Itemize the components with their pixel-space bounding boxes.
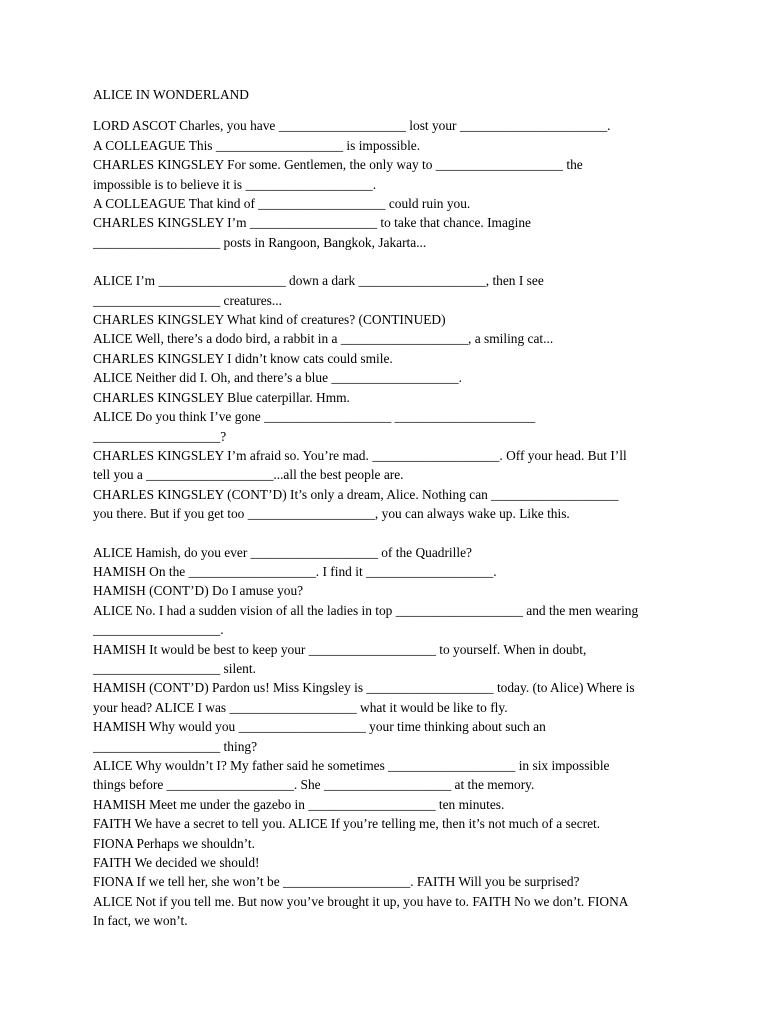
script-line: ___________________. (93, 622, 224, 638)
script-line: ALICE Do you think I’ve gone ___________________ _____________________ (93, 409, 536, 425)
script-line: ___________________ thing? (93, 738, 258, 754)
script-line: In fact, we won’t. (93, 913, 188, 929)
script-line: ALICE No. I had a sudden vision of all the ladies in top ___________________ and the men wearing (93, 602, 639, 618)
script-line: ___________________? (93, 428, 227, 444)
script-line: FIONA Perhaps we shouldn’t. (93, 835, 255, 851)
script-line: HAMISH Why would you ___________________ your time thinking about such an (93, 719, 546, 735)
script-line: CHARLES KINGSLEY I didn’t know cats could smile. (93, 350, 393, 366)
script-line: HAMISH (CONT’D) Do I amuse you? (93, 583, 304, 599)
script-line: HAMISH It would be best to keep your ___________________ to yourself. When in doubt, (93, 641, 587, 657)
paragraph-gap (93, 252, 693, 271)
script-line: ___________________ posts in Rangoon, Bangkok, Jakarta... (93, 234, 427, 250)
script-line: things before ___________________. She ___________________ at the memory. (93, 777, 535, 793)
script-line: CHARLES KINGSLEY For some. Gentlemen, the only way to ___________________ the (93, 157, 583, 173)
script-line: CHARLES KINGSLEY I’m ___________________ to take that chance. Imagine (93, 215, 531, 231)
script-line: ___________________ creatures... (93, 292, 282, 308)
script-lines (93, 116, 693, 930)
script-line: impossible is to believe it is ___________________. (93, 176, 377, 192)
script-line: ALICE I’m ___________________ down a dark ___________________, then I see (93, 273, 544, 289)
paragraph-gap (93, 524, 693, 543)
script-line: CHARLES KINGSLEY (CONT’D) It’s only a dream, Alice. Nothing can ___________________ (93, 486, 619, 502)
script-line: FIONA If we tell her, she won’t be ___________________. FAITH Will you be surprised? (93, 874, 580, 890)
script-line: you there. But if you get too ___________________, you can always wake up. Like this. (93, 506, 570, 522)
script-line: HAMISH (CONT’D) Pardon us! Miss Kingsley is ___________________ today. (to Alice) Where is (93, 680, 635, 696)
script-line: ___________________ silent. (93, 660, 256, 676)
script-line: ALICE Neither did I. Oh, and there’s a blue ___________________. (93, 370, 462, 386)
script-line: FAITH We decided we should! (93, 855, 260, 871)
script-line: ALICE Well, there’s a dodo bird, a rabbit in a ___________________, a smiling cat... (93, 331, 554, 347)
script-line: CHARLES KINGSLEY Blue caterpillar. Hmm. (93, 389, 350, 405)
script-line: ALICE Why wouldn’t I? My father said he sometimes ___________________ in six impossible (93, 758, 610, 773)
script-line: HAMISH On the ___________________. I find it ___________________. (93, 563, 497, 579)
document-title: ALICE IN WONDERLAND (93, 87, 249, 102)
script-line: your head? ALICE I was ___________________ what it would be like to fly. (93, 699, 508, 715)
script-line: HAMISH Meet me under the gazebo in ___________________ ten minutes. (93, 796, 505, 812)
script-line: LORD ASCOT Charles, you have ___________________ lost your ______________________. (93, 118, 611, 134)
script-line: FAITH We have a secret to tell you. ALICE If you’re telling me, then it’s not much of a secret. (93, 816, 601, 832)
script-line: CHARLES KINGSLEY What kind of creatures? (CONTINUED) (93, 312, 446, 328)
script-line: CHARLES KINGSLEY I’m afraid so. You’re mad. ___________________. Off your head. But I’ll (93, 447, 627, 463)
script-line: ALICE Hamish, do you ever ___________________ of the Quadrille? (93, 544, 472, 560)
script-line: tell you a ___________________...all the best people are. (93, 467, 404, 483)
script-line: ALICE Not if you tell me. But now you’ve brought it up, you have to. FAITH No we don’t. FIONA (93, 893, 629, 909)
document-page (93, 85, 693, 931)
script-line: A COLLEAGUE That kind of ___________________ could ruin you. (93, 196, 471, 212)
script-line: A COLLEAGUE This ___________________ is impossible. (93, 137, 421, 153)
